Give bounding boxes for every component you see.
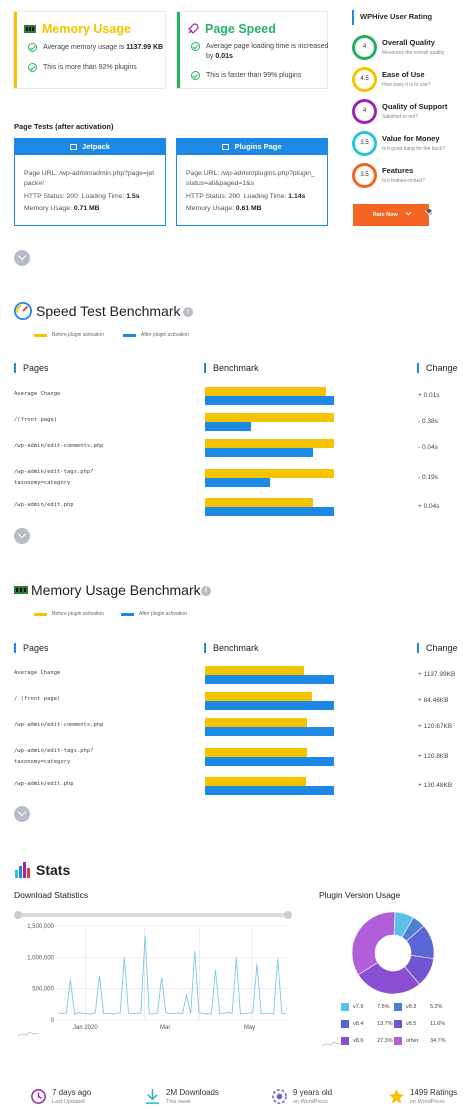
bench-row-label: /wp-admin/edit.php <box>14 502 74 508</box>
bench-row-label: /wp-admin/edit.php <box>14 781 74 787</box>
page-test-card-jetpack <box>14 138 166 226</box>
rating-features <box>352 163 472 191</box>
rating-score-ring: 4 <box>352 35 377 60</box>
range-slider-handle-right <box>284 911 292 919</box>
legend-after-label: After plugin activation <box>139 611 187 617</box>
bar-before <box>205 666 304 675</box>
bar-after <box>205 757 334 766</box>
pie-legend-item <box>341 1020 393 1028</box>
check-circle-icon <box>191 42 200 51</box>
bar-before <box>205 748 307 757</box>
speed-card-title: Page Speed <box>205 22 276 36</box>
legend-before <box>34 611 104 617</box>
memory-bullet-compare <box>28 63 137 73</box>
pie-legend-percent: 11.6% <box>430 1021 446 1027</box>
memory-usage-label: Memory Usage: <box>24 205 72 212</box>
legend-swatch-after <box>121 613 134 616</box>
pie-legend-label: v7.9 <box>353 1004 364 1010</box>
range-slider-handle-left <box>14 911 22 919</box>
bench-row-label: /(front page) <box>14 417 58 423</box>
pie-legend-swatch <box>394 1020 402 1028</box>
pie-legend-swatch <box>341 1020 349 1028</box>
legend-before <box>34 332 104 338</box>
expand-memory-bench-chevron-icon[interactable] <box>14 806 30 822</box>
page-icon <box>222 144 229 150</box>
page-test-card-plugins <box>176 138 328 226</box>
y-tick-label: 1,000,000 <box>27 955 54 962</box>
legend-before-label: Before plugin activation <box>52 332 104 338</box>
page-url-value-continued: pack#/ <box>24 180 45 187</box>
rating-description: Satisfied or not? <box>382 114 419 120</box>
rating-score-ring: 4 <box>352 99 377 124</box>
pie-legend-percent: 5.2% <box>430 1004 443 1010</box>
rating-value-for-money <box>352 131 472 159</box>
col-change: Change <box>417 643 458 653</box>
pie-legend-label: v8.3 <box>406 1004 417 1010</box>
bar-before <box>205 498 313 507</box>
footer-sub: This week <box>166 1099 191 1105</box>
page-tests-heading: Page Tests (after activation) <box>14 122 114 131</box>
history-clock-icon <box>30 1088 47 1105</box>
speed-bullet-compare <box>191 71 301 81</box>
page-url-label: Page URL: <box>186 170 220 177</box>
rating-name: Value for Money <box>382 134 440 143</box>
rating-description: Is it good bang for the buck? <box>382 146 446 152</box>
download-statistics-chart <box>14 906 300 1041</box>
http-status-label: HTTP Status: <box>186 193 227 200</box>
rating-score-ring: 3.5 <box>352 131 377 156</box>
plugin-version-pie-chart <box>350 910 436 996</box>
loading-time-value: 1.14s <box>288 193 306 200</box>
bench-row-label: Average Change <box>14 391 61 397</box>
bar-after <box>205 422 251 431</box>
speedometer-icon <box>14 302 32 320</box>
check-circle-icon <box>191 71 200 80</box>
legend-before-label: Before plugin activation <box>52 611 104 617</box>
pie-legend-item <box>341 1037 393 1045</box>
stats-title: Stats <box>36 862 71 878</box>
download-icon <box>144 1088 161 1105</box>
bench-row-change: - 0.19s <box>418 474 438 481</box>
bar-before <box>205 387 326 396</box>
page-url-value: /wp-admin/admin.php?page=jet <box>59 170 155 177</box>
star-icon <box>388 1088 405 1105</box>
bench-row-change: + 0.01s <box>418 392 440 399</box>
legend-after-label: After plugin activation <box>141 332 189 338</box>
footer-sub: on WordPress <box>293 1099 328 1105</box>
pie-legend-label: other <box>406 1038 419 1044</box>
sparkline-icon <box>18 1032 38 1036</box>
memory-bullet-average <box>28 43 163 53</box>
memory-bench-title: Memory Usage Benchmark <box>31 582 201 598</box>
rating-score-ring: 4.5 <box>352 67 377 92</box>
chevron-down-icon <box>406 210 412 216</box>
x-tick-label: Mar <box>159 1025 171 1031</box>
legend-swatch-after <box>123 334 136 337</box>
bar-before <box>205 413 334 422</box>
check-circle-icon <box>28 63 37 72</box>
page-test-name: Jetpack <box>82 142 110 151</box>
rating-description: How easy it is to use? <box>382 82 431 88</box>
bench-row-label: Average Change <box>14 670 61 676</box>
memory-chip-icon <box>14 585 28 595</box>
bar-after <box>205 507 334 516</box>
y-tick-label: 1,500,000 <box>27 924 54 930</box>
speed-bullet-average-text: Average page loading time is increased by <box>206 43 329 60</box>
bar-before <box>205 718 307 727</box>
speed-card-accent <box>177 12 180 88</box>
footer-sub: Last Updated <box>52 1099 85 1105</box>
bench-row-change: + 120.8KB <box>418 753 449 760</box>
col-benchmark: Benchmark <box>204 643 259 653</box>
rocket-icon <box>187 23 199 35</box>
page-test-status <box>24 192 140 202</box>
page-url-value: /wp-admin/plugins.php?plugin_ <box>221 170 315 177</box>
y-tick-label: 500,000 <box>32 986 54 993</box>
footer-sub: on WordPress <box>410 1099 445 1105</box>
memory-usage-card <box>13 11 166 89</box>
pie-legend-label: v8.6 <box>353 1038 364 1044</box>
rating-description: Is it feature-riched? <box>382 178 425 184</box>
y-tick-label: 0 <box>50 1018 54 1024</box>
page-speed-card <box>176 11 328 89</box>
version-usage-title: Plugin Version Usage <box>319 890 401 900</box>
bench-row-label: /wp-admin/edit-comments.php <box>14 443 104 449</box>
loading-time-value: 1.5s <box>126 193 140 200</box>
speed-bench-title: Speed Test Benchmark <box>36 303 181 319</box>
http-status-value: 200 <box>228 193 240 200</box>
memory-usage-label: Memory Usage: <box>186 205 234 212</box>
page-test-memory <box>24 204 100 214</box>
page-url-value-continued: status=all&paged=1&s <box>186 180 255 187</box>
pie-legend-percent: 27.3% <box>377 1038 393 1044</box>
stats-bar-chart-icon <box>14 860 32 878</box>
bench-row-label: / (front page) <box>14 696 61 702</box>
bench-row-change: - 0.04s <box>418 444 438 451</box>
x-tick-label: May <box>243 1025 256 1031</box>
footer-main: 9 years old <box>293 1088 333 1097</box>
page-url-label: Page URL: <box>24 170 58 177</box>
info-icon[interactable]: i <box>183 307 193 317</box>
pie-legend-swatch <box>341 1037 349 1045</box>
loading-time-label: Loading Time: <box>81 193 125 200</box>
bench-row-change: + 84.46KB <box>418 697 449 704</box>
rating-name: Ease of Use <box>382 70 425 79</box>
bar-after <box>205 396 334 405</box>
legend-swatch-before <box>34 334 47 337</box>
footer-main: 1499 Ratings <box>410 1088 458 1097</box>
col-change: Change <box>417 363 458 373</box>
page-test-memory <box>186 204 262 214</box>
bar-after <box>205 448 313 457</box>
rate-now-button[interactable] <box>353 204 429 226</box>
memory-average-value: 1137.99 KB <box>126 44 164 51</box>
bench-row-label: /wp-admin/edit-comments.php <box>14 722 104 728</box>
download-stats-title: Download Statistics <box>14 890 89 900</box>
legend-after <box>123 332 189 338</box>
page-test-url <box>24 169 164 189</box>
pie-slice-other[interactable] <box>352 912 395 975</box>
bar-after <box>205 701 334 710</box>
pie-legend-item <box>394 1020 445 1028</box>
legend-swatch-before <box>34 613 47 616</box>
http-status-value: 200 <box>66 193 78 200</box>
bar-before <box>205 777 306 786</box>
bench-row-change: + 0.04s <box>418 503 440 510</box>
memory-usage-value: 0.61 MB <box>235 205 262 212</box>
page-icon <box>70 144 77 150</box>
rating-description: Measures the overall quality <box>382 50 445 56</box>
pie-legend-percent: 13.7% <box>377 1021 393 1027</box>
page-test-url <box>186 169 326 189</box>
info-icon[interactable]: i <box>201 586 211 596</box>
bar-before <box>205 439 334 448</box>
expand-speed-bench-chevron-icon[interactable] <box>14 528 30 544</box>
rating-quality-of-support <box>352 99 472 127</box>
pie-legend-swatch <box>341 1003 349 1011</box>
col-benchmark: Benchmark <box>204 363 259 373</box>
bar-after <box>205 675 334 684</box>
loading-time-label: Loading Time: <box>243 193 287 200</box>
memory-bullet-compare-text: This is more than 92% plugins <box>43 64 137 71</box>
col-pages: Pages <box>14 363 49 373</box>
col-pages: Pages <box>14 643 49 653</box>
pie-legend-item <box>394 1003 443 1011</box>
page-test-card-header <box>15 139 165 155</box>
range-slider-track <box>18 913 288 917</box>
bench-row-label: /wp-admin/edit-tags.php? taxonomy=category <box>14 469 94 486</box>
memory-usage-value: 0.71 MB <box>73 205 100 212</box>
sparkline-icon <box>322 1041 342 1047</box>
pie-legend-item <box>341 1003 390 1011</box>
pie-legend-item <box>394 1037 446 1045</box>
speed-bullet-compare-text: This is faster than 99% plugins <box>206 72 302 79</box>
bench-row-label: /wp-admin/edit-tags.php? taxonomy=category <box>14 748 94 765</box>
rating-name: Overall Quality <box>382 38 435 47</box>
pie-legend-percent: 34.7% <box>430 1038 446 1044</box>
footer-main: 7 days ago <box>52 1088 92 1097</box>
pie-legend-label: v8.5 <box>406 1021 417 1027</box>
rating-score-ring: 3.5 <box>352 163 377 188</box>
rate-now-label: Rate Now <box>372 212 398 218</box>
rating-ease-of-use <box>352 67 472 95</box>
wordpress-badge-icon <box>271 1088 288 1105</box>
bar-after <box>205 727 334 736</box>
legend-after <box>121 611 187 617</box>
bar-after <box>205 786 334 795</box>
pie-legend-percent: 7.5% <box>377 1004 390 1010</box>
rating-dropdown-toggle-icon[interactable] <box>426 209 432 215</box>
footer-main: 2M Downloads <box>166 1088 219 1097</box>
speed-average-value: 0.01s <box>215 53 233 60</box>
rating-overall-quality <box>352 35 472 63</box>
bar-after <box>205 478 270 487</box>
page-test-status <box>186 192 305 202</box>
bar-before <box>205 692 312 701</box>
page-test-name: Plugins Page <box>234 142 282 151</box>
expand-page-tests-chevron-icon[interactable] <box>14 250 30 266</box>
check-circle-icon <box>28 43 37 52</box>
bar-before <box>205 469 334 478</box>
speed-bullet-average <box>191 42 329 62</box>
pie-legend-swatch <box>394 1037 402 1045</box>
memory-chip-icon <box>24 24 36 34</box>
bench-row-change: + 120.67KB <box>418 723 453 730</box>
bench-row-change: + 130.48KB <box>418 782 453 789</box>
rating-title: WPHive User Rating <box>352 10 468 25</box>
memory-bullet-average-text: Average memory usage is <box>43 44 125 51</box>
pie-legend-label: v8.4 <box>353 1021 364 1027</box>
rating-name: Features <box>382 166 414 175</box>
bench-row-change: - 0.38s <box>418 418 438 425</box>
bench-row-change: + 1137.99KB <box>418 671 456 678</box>
page-test-card-header <box>177 139 327 155</box>
x-tick-label: Jan 2020 <box>73 1025 98 1031</box>
rating-name: Quality of Support <box>382 102 448 111</box>
pie-legend-swatch <box>394 1003 402 1011</box>
memory-card-accent <box>14 12 17 88</box>
http-status-label: HTTP Status: <box>24 193 65 200</box>
memory-card-title: Memory Usage <box>42 22 131 36</box>
user-rating-panel <box>352 10 468 25</box>
